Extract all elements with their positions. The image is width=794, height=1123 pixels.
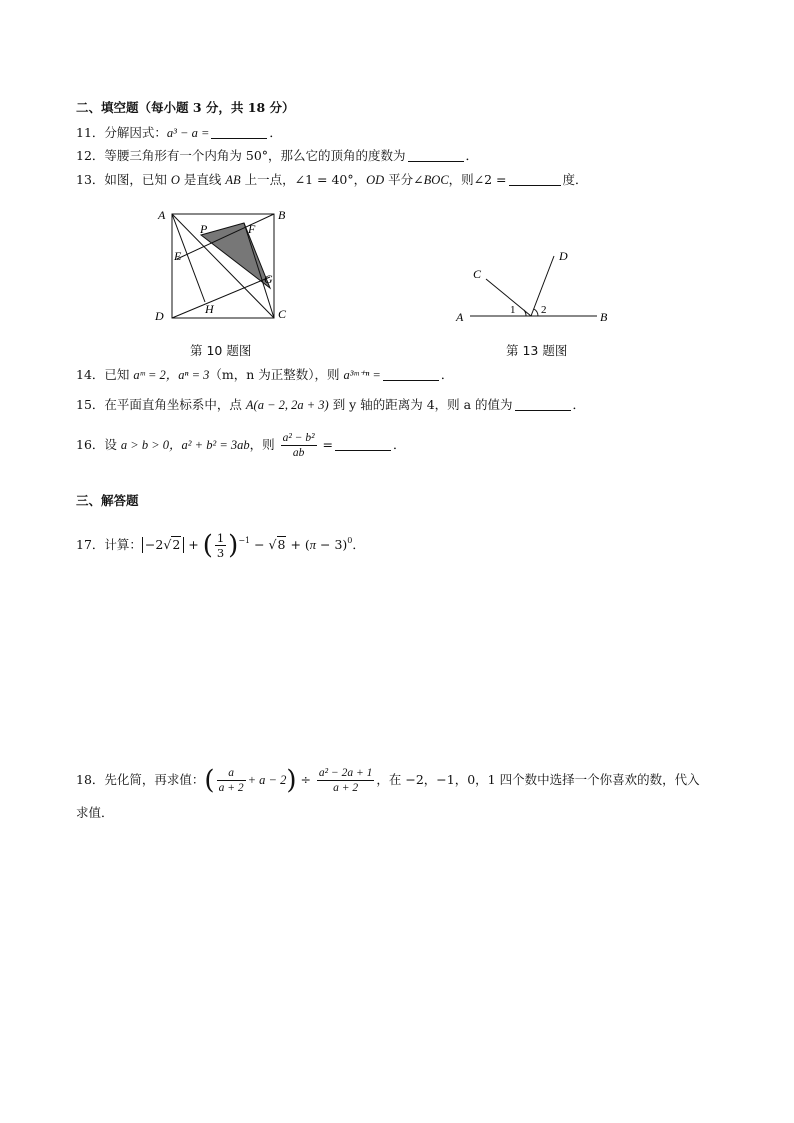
figure-10-diagram [150,203,300,325]
label-c: C [473,267,482,281]
label-b: B [278,208,286,222]
fraction-one-third: $\frac{1}{3}$ [216,531,225,560]
angle-label-1: 1 [510,304,516,316]
question-17: 17．计算： −2√2 + ( $\frac{1}{3}$ )$^{-1} - √8 + (\pi - 3)^0$． [76,530,365,561]
question-13: 13．如图，已知 O 是直线 AB 上一点，∠1 = 40°，OD 平分∠BOC，则∠2 = 度． [76,172,588,187]
answer-blank[interactable] [408,149,464,162]
label-c: C [278,307,287,321]
label-b: B [600,310,608,324]
label-h: H [205,302,214,316]
question-18-continued: 求值． [76,805,114,820]
question-18: 18．先化简，再求值：( $\frac{a}{a + 2}$ + a − 2) ÷ $\frac{\text{a² − 2a + 1}}{a + 2}$ ，在 −2，−1，0，1 四个数中选择一个你喜欢的数，代入 [76,765,700,796]
segment-dg [172,277,270,318]
question-11: 11．分解因式：a³ − a = ． [76,125,282,140]
label-e: E [174,249,182,263]
fraction: $\frac{a}{a + 2}$ [218,767,244,794]
label-f: F [248,222,256,236]
angle-arc-2 [534,309,538,316]
answer-blank[interactable] [509,173,561,186]
section3-heading: 三、解答题 [76,493,139,508]
answer-blank[interactable] [335,438,391,451]
question-15: 15．在平面直角坐标系中，点 A(a − 2, 2a + 3) 到 y 轴的距离为 4，则 a 的值为 ． [76,397,586,412]
label-a: A [158,208,166,222]
label-p: P [200,222,208,236]
answer-blank[interactable] [383,368,439,381]
answer-blank[interactable] [211,126,267,139]
figure-13-caption: 第 13 题图 [506,343,568,358]
angle-label-2: 2 [541,304,547,316]
q11-expression: a³ − a = [166,126,210,140]
figure-10-caption: 第 10 题图 [190,343,252,358]
label-g: G [264,272,273,286]
figure-13-diagram [452,243,622,328]
section2-heading: 二、填空题（每小题 3 分，共 18 分） [76,100,295,115]
question-14: 14．已知 aᵐ = 2，aⁿ = 3（m，n 为正整数），则 a³ᵐ⁺ⁿ = ． [76,367,454,382]
answer-blank[interactable] [515,398,571,411]
absolute-value: −2√2 [142,537,184,553]
label-d: D [559,249,568,263]
question-16: 16．设 a > b > 0，a² + b² = 3ab，则 $\frac{\text{a² − b²}}{ab}$ = ． [76,432,406,459]
fraction: $\frac{\text{a² − 2a + 1}}{a + 2}$ [318,767,373,794]
fraction: $\frac{\text{a² − b²}}{ab}$ [282,432,315,459]
label-d: D [155,309,164,323]
question-12: 12．等腰三角形有一个内角为 50°，那么它的顶角的度数为 ． [76,148,479,163]
angle-arc-1 [524,310,526,316]
label-a: A [456,310,464,324]
